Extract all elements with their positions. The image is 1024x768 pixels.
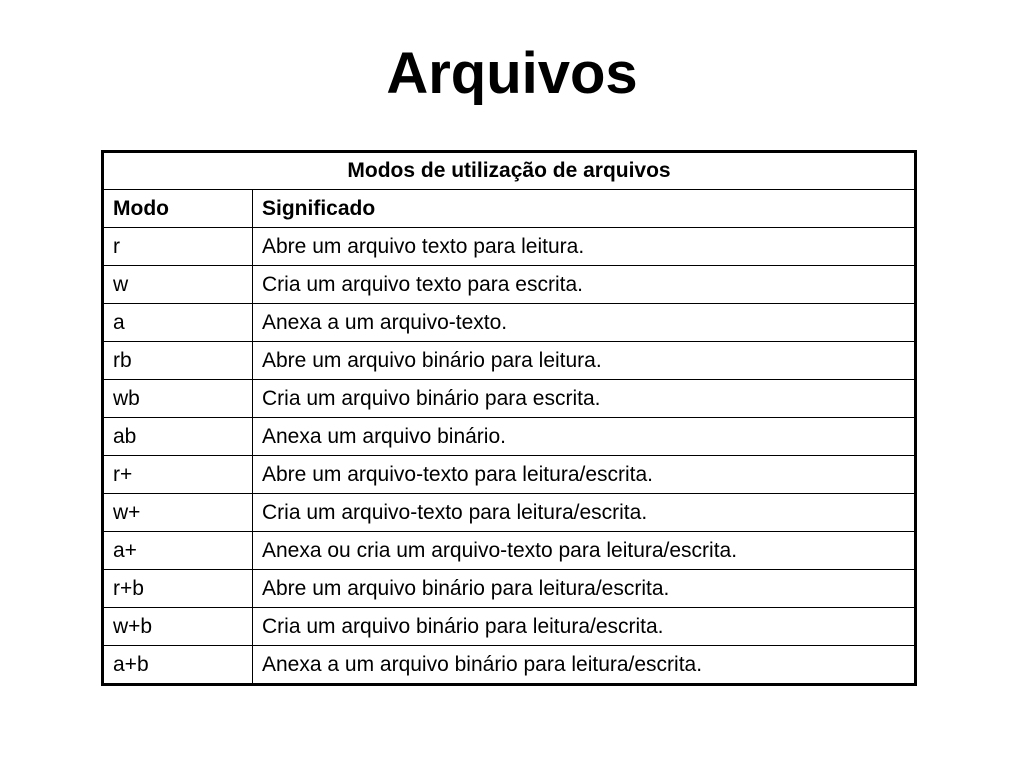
meaning-cell: Anexa a um arquivo binário para leitura/escrita. [253,646,916,685]
meaning-cell: Cria um arquivo binário para escrita. [253,380,916,418]
table-row [103,570,916,608]
meaning-cell: Abre um arquivo binário para leitura/escrita. [253,570,916,608]
meaning-cell: Abre um arquivo texto para leitura. [253,228,916,266]
meaning-cell: Cria um arquivo binário para leitura/escrita. [253,608,916,646]
table-row [103,304,916,342]
mode-cell: a+ [103,532,253,570]
meaning-cell: Cria um arquivo texto para escrita. [253,266,916,304]
file-modes-table [101,150,917,686]
table-row [103,456,916,494]
table-row [103,418,916,456]
table-caption: Modos de utilização de arquivos [103,152,916,190]
meaning-cell: Cria um arquivo-texto para leitura/escrita. [253,494,916,532]
column-header-mode: Modo [103,190,253,228]
table-caption-row [103,152,916,190]
slide-title: Arquivos [386,41,638,106]
mode-cell: w+ [103,494,253,532]
table-row [103,494,916,532]
mode-cell: w+b [103,608,253,646]
mode-cell: r [103,228,253,266]
table-row [103,380,916,418]
mode-cell: wb [103,380,253,418]
table-row [103,228,916,266]
meaning-cell: Abre um arquivo-texto para leitura/escrita. [253,456,916,494]
mode-cell: r+ [103,456,253,494]
meaning-cell: Abre um arquivo binário para leitura. [253,342,916,380]
table-row [103,646,916,685]
meaning-cell: Anexa um arquivo binário. [253,418,916,456]
table-header-row [103,190,916,228]
table-row [103,266,916,304]
mode-cell: a [103,304,253,342]
table-row [103,342,916,380]
meaning-cell: Anexa ou cria um arquivo-texto para leitura/escrita. [253,532,916,570]
mode-cell: a+b [103,646,253,685]
mode-cell: w [103,266,253,304]
table-row [103,608,916,646]
meaning-cell: Anexa a um arquivo-texto. [253,304,916,342]
mode-cell: r+b [103,570,253,608]
file-modes-table-container [101,150,914,686]
table-row [103,532,916,570]
mode-cell: ab [103,418,253,456]
mode-cell: rb [103,342,253,380]
column-header-meaning: Significado [253,190,916,228]
